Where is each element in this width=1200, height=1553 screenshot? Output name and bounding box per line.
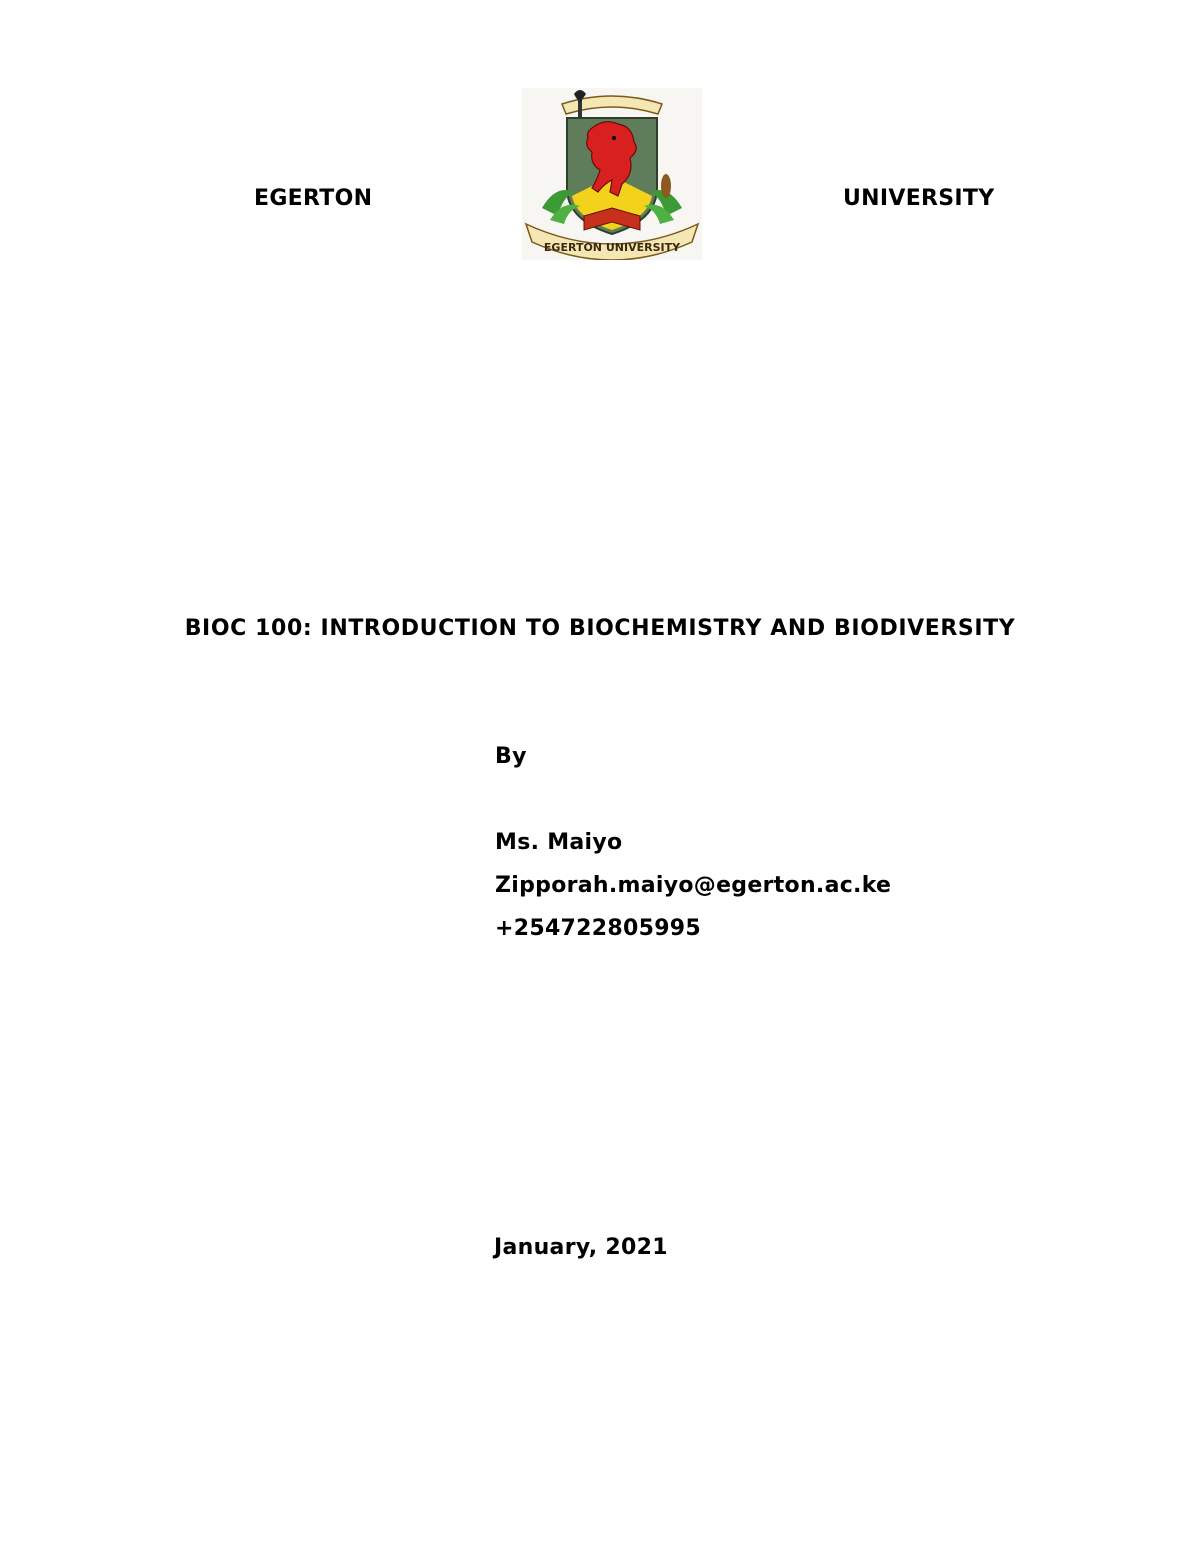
author-email: Zipporah.maiyo@egerton.ac.ke — [495, 873, 892, 898]
university-crest-icon — [522, 88, 702, 260]
svg-text:EGERTON UNIVERSITY: EGERTON UNIVERSITY — [543, 241, 681, 254]
header-university: UNIVERSITY — [843, 186, 995, 211]
document-date: January, 2021 — [494, 1235, 668, 1260]
author-phone: +254722805995 — [495, 916, 702, 941]
by-label: By — [495, 744, 527, 769]
course-title: BIOC 100: INTRODUCTION TO BIOCHEMISTRY AND BIODIVERSITY — [184, 616, 1016, 641]
header-egerton: EGERTON — [254, 186, 373, 211]
author-name: Ms. Maiyo — [495, 830, 623, 855]
